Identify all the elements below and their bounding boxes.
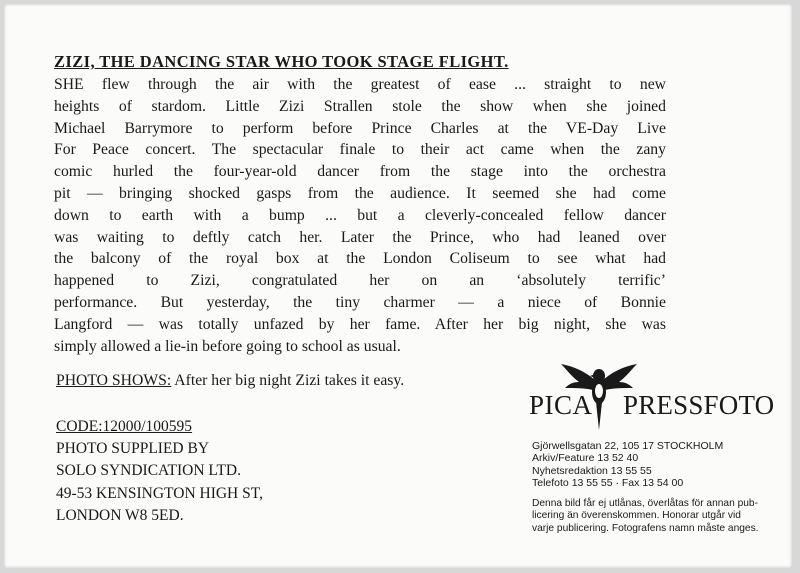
usage-notice xyxy=(532,498,792,535)
headline: ZIZI, THE DANCING STAR WHO TOOK STAGE FLIGHT. xyxy=(54,52,509,71)
contact-line: Nyhetsredaktion 13 55 55 xyxy=(532,464,652,477)
story-line: the balcony of the royal box at the London Coliseum to see what had xyxy=(54,250,666,268)
story-line: Michael Barrymore to perform before Prince Charles at the VE-Day Live xyxy=(54,119,666,137)
photo-caption xyxy=(56,372,404,390)
story-line: heights of stardom. Little Zizi Strallen stole the show when she joined xyxy=(54,97,666,115)
supplier-block xyxy=(56,416,263,527)
contact-line: Gjörwellsgatan 22, 105 17 STOCKHOLM xyxy=(532,440,724,452)
press-photo-back-sheet xyxy=(4,4,792,568)
contact-line: Arkiv/Feature 13 52 40 xyxy=(532,452,639,465)
supplier-line: LONDON W8 5ED. xyxy=(56,506,184,524)
pica-pressfoto-logo xyxy=(529,356,775,436)
story-line: down to earth with a bump ... but a cleverly-concealed fellow dancer xyxy=(54,206,666,224)
story-line: Langford — was totally unfazed by her fame. After her big night, she was xyxy=(54,315,666,333)
caption-label: PHOTO SHOWS: xyxy=(56,372,172,389)
story-line: was waiting to deftly catch her. Later the Prince, who had leaned over xyxy=(54,228,666,246)
story-line: For Peace concert. The spectacular finale to their act came when the zany xyxy=(54,141,666,159)
story-line: performance. But yesterday, the tiny charmer — a niece of Bonnie xyxy=(54,293,666,311)
logo-text-left: PICA xyxy=(529,390,593,420)
notice-line: Denna bild får ej utlånas, överlåtas för annan pub- xyxy=(532,498,758,509)
supplier-line: SOLO SYNDICATION LTD. xyxy=(56,462,242,480)
story-line: simply allowed a lie-in before going to school as usual. xyxy=(54,337,401,355)
story-line: SHE flew through the air with the greatest of ease ... straight to new xyxy=(54,76,666,93)
notice-line: varje publicering. Fotografens namn måste anges. xyxy=(532,522,759,534)
story-line: happened to Zizi, congratulated her on an ‘absolutely terrific’ xyxy=(54,272,666,290)
supplier-line: 49-53 KENSINGTON HIGH ST, xyxy=(56,484,263,502)
photo-code: CODE:12000/100595 xyxy=(56,418,193,435)
caption-text: After her big night Zizi takes it easy. xyxy=(174,372,405,389)
story-line: pit — bringing shocked gasps from the audience. It seemed she had come xyxy=(54,184,666,202)
agency-contact xyxy=(532,440,723,489)
supplier-line: PHOTO SUPPLIED BY xyxy=(56,440,210,458)
story-text xyxy=(54,74,666,357)
notice-line: licering än överenskommen. Honorar utgår vid xyxy=(532,510,741,522)
logo-text-right: PRESSFOTO xyxy=(623,390,775,420)
contact-line: Telefoto 13 55 55 · Fax 13 54 00 xyxy=(532,476,684,489)
story-line: comic hurled the four-year-old dancer from the stage into the orchestra xyxy=(54,163,666,181)
